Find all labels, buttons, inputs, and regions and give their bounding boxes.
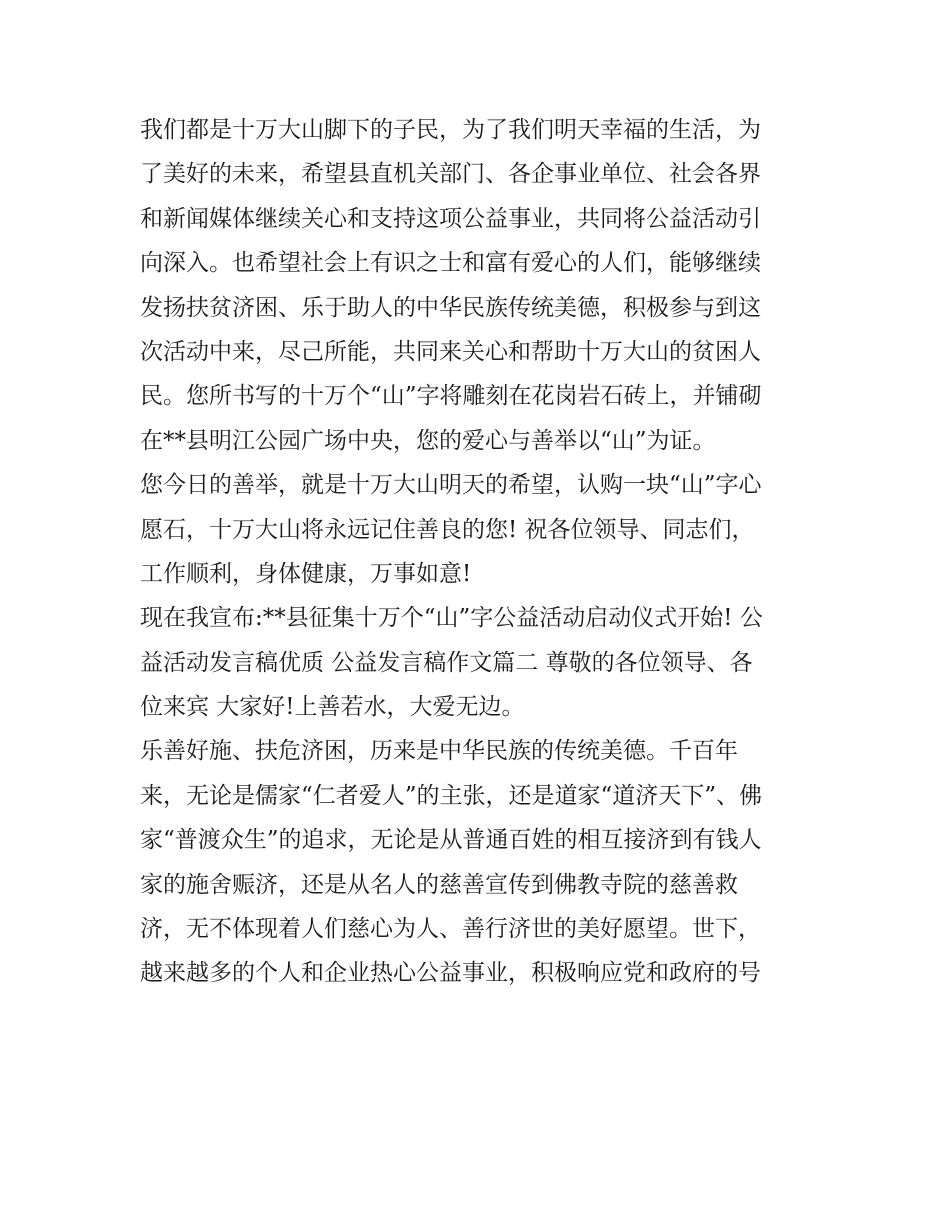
- text-line: 家“普渡众生”的追求，无论是从普通百姓的相互接济到有钱人: [140, 827, 762, 854]
- text-line: 越来越多的个人和企业热心公益事业，积极响应党和政府的号: [140, 960, 761, 987]
- text-line: 在**县明江公园广场中央，您的爱心与善举以“山”为证。: [140, 427, 716, 454]
- text-line: 向深入。也希望社会上有识之士和富有爱心的人们，能够继续: [140, 250, 761, 277]
- text-line: 您今日的善举，就是十万大山明天的希望，认购一块“山”字心: [140, 472, 762, 499]
- text-line: 现在我宣布:**县征集十万个“山”字公益活动启动仪式开始! 公: [140, 605, 763, 632]
- text-line: 家的施舍赈济，还是从名人的慈善宣传到佛教寺院的慈善救: [140, 871, 738, 898]
- text-line: 民。您所书写的十万个“山”字将雕刻在花岗岩石砖上，并铺砌: [140, 383, 762, 410]
- text-line: 愿石，十万大山将永远记住善良的您! 祝各位领导、同志们，: [140, 516, 755, 543]
- text-line: 来，无论是儒家“仁者爱人”的主张，还是道家“道济天下”、佛: [140, 782, 763, 809]
- body-text: [140, 108, 815, 996]
- text-line: 发扬扶贫济困、乐于助人的中华民族传统美德，积极参与到这: [140, 294, 761, 321]
- text-line: 济，无不体现着人们慈心为人、善行济世的美好愿望。世下，: [140, 916, 761, 943]
- text-line: 了美好的未来，希望县直机关部门、各企事业单位、社会各界: [140, 161, 761, 188]
- text-line: 乐善好施、扶危济困，历来是中华民族的传统美德。千百年: [140, 738, 738, 765]
- text-line: 位来宾 大家好!上善若水，大爱无边。: [140, 694, 525, 721]
- text-line: 益活动发言稿优质 公益发言稿作文篇二 尊敬的各位领导、各: [140, 649, 753, 676]
- text-line: 次活动中来，尽己所能，共同来关心和帮助十万大山的贫困人: [140, 338, 761, 365]
- text-line: 和新闻媒体继续关心和支持这项公益事业，共同将公益活动引: [140, 205, 761, 232]
- text-line: 工作顺利，身体健康，万事如意!: [140, 560, 472, 587]
- text-line: 我们都是十万大山脚下的子民，为了我们明天幸福的生活，为: [140, 117, 761, 143]
